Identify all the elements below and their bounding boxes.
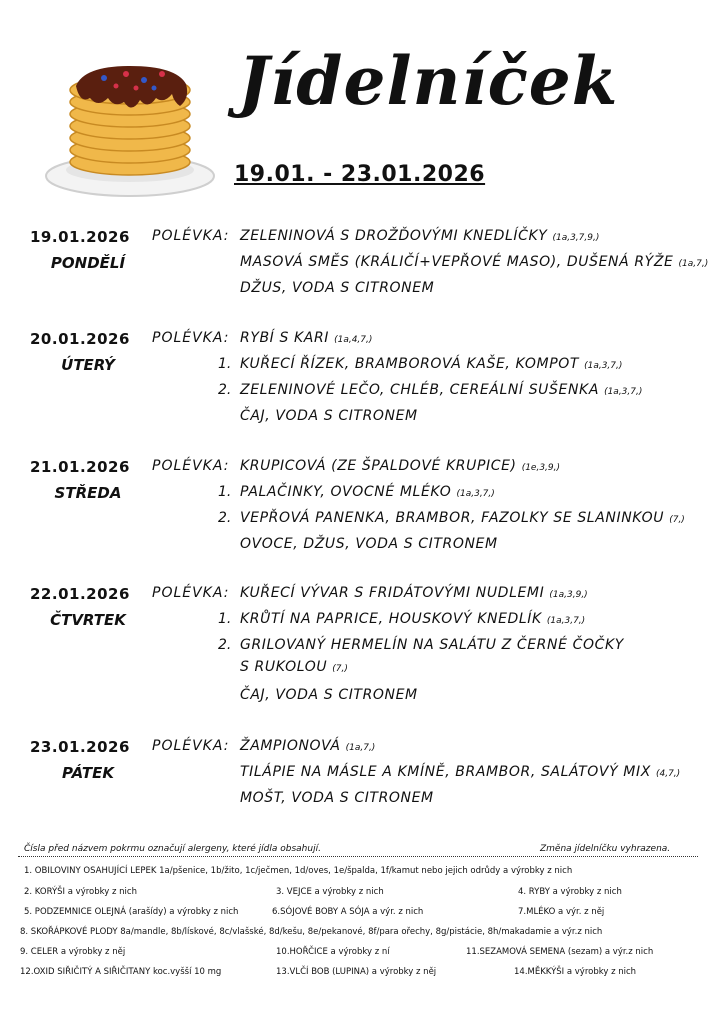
- menu-number: 1.: [218, 611, 232, 627]
- soup-line: RYBÍ S KARI (1a,4,7,): [240, 330, 373, 346]
- menu-line: OVOCE, DŽUS, VODA S CITRONEM: [240, 536, 498, 552]
- allergen-item: 11.SEZAMOVÁ SEMENA (sezam) a výr.z nich: [466, 947, 654, 957]
- menu-line: DŽUS, VODA S CITRONEM: [240, 280, 435, 296]
- menu-line: KUŘECÍ ŘÍZEK, BRAMBOROVÁ KAŠE, KOMPOT (1a,3,7,): [240, 356, 623, 372]
- menu-line: TILÁPIE NA MÁSLE A KMÍNĚ, BRAMBOR, SALÁTOVÝ MIX (4,7,): [240, 764, 681, 780]
- soup-line: ŽAMPIONOVÁ (1a,7,): [240, 738, 376, 754]
- soup-label: POLÉVKA:: [152, 738, 230, 754]
- menu-number: 2.: [218, 637, 232, 653]
- soup-label: POLÉVKA:: [152, 458, 230, 474]
- soup-label: POLÉVKA:: [152, 585, 230, 601]
- soup-label: POLÉVKA:: [152, 228, 230, 244]
- day-name: PÁTEK: [62, 764, 114, 782]
- allergen-item: 5. PODZEMNICE OLEJNÁ (arašídy) a výrobky z nich: [24, 907, 239, 917]
- soup-line: KRUPICOVÁ (ZE ŠPALDOVÉ KRUPICE) (1e,3,9,): [240, 458, 561, 474]
- menu-line: ZELENINOVÉ LEČO, CHLÉB, CEREÁLNÍ SUŠENKA (1a,3,7,): [240, 382, 643, 398]
- soup-label: POLÉVKA:: [152, 330, 230, 346]
- menu-line: GRILOVANÝ HERMELÍN NA SALÁTU Z ČERNÉ ČOČKY: [240, 637, 624, 653]
- allergen-note: Čísla před názvem pokrmu označují alergeny, které jídla obsahují.: [24, 844, 321, 854]
- allergen-item: 14.MĚKKÝŠI a výrobky z nich: [514, 967, 637, 977]
- allergen-item: 7.MLÉKO a výr. z něj: [518, 907, 605, 917]
- menu-line: MASOVÁ SMĚS (KRÁLIČÍ+VEPŘOVÉ MASO), DUŠENÁ RÝŽE (1a,7,): [240, 254, 709, 270]
- menu-number: 1.: [218, 484, 232, 500]
- allergen-item: 6.SÓJOVÉ BOBY A SÓJA a výr. z nich: [272, 907, 424, 917]
- menu-line: S RUKOLOU (7,): [240, 659, 348, 675]
- allergen-item: 3. VEJCE a výrobky z nich: [276, 887, 384, 897]
- day-name: ÚTERÝ: [61, 356, 115, 374]
- day-date: 23.01.2026: [30, 738, 130, 756]
- day-name: PONDĚLÍ: [50, 254, 126, 272]
- day-date: 21.01.2026: [30, 458, 130, 476]
- allergen-item: 13.VLČÍ BOB (LUPINA) a výrobky z něj: [276, 967, 437, 977]
- menu-number: 2.: [218, 382, 232, 398]
- menu-line: ČAJ, VODA S CITRONEM: [240, 408, 418, 424]
- menu-line: ČAJ, VODA S CITRONEM: [240, 687, 418, 703]
- allergen-item: 9. CELER a výrobky z něj: [20, 947, 126, 957]
- pancake-stack-logo: [44, 58, 216, 198]
- allergen-item: 12.OXID SIŘIČITÝ A SIŘIČITANY koc.vyšší 10 mg: [20, 967, 222, 977]
- allergen-item: 8. SKOŘÁPKOVÉ PLODY 8a/mandle, 8b/lískové, 8c/vlašské, 8d/kešu, 8e/pekanové, 8f/para ořechy, 8g/pistácie, 8h/makadamie a výr.z nich: [20, 927, 603, 937]
- allergen-item: 4. RYBY a výrobky z nich: [518, 887, 622, 897]
- allergen-item: 10.HOŘČICE a výrobky z ní: [276, 947, 390, 957]
- soup-line: ZELENINOVÁ S DROŽĎOVÝMI KNEDLÍČKY (1a,3,7,9,): [240, 228, 600, 244]
- change-note: Změna jídelníčku vyhrazena.: [540, 844, 671, 854]
- menu-line: PALAČINKY, OVOCNÉ MLÉKO (1a,3,7,): [240, 484, 495, 500]
- allergen-item: 2. KORÝŠI a výrobky z nich: [24, 887, 137, 897]
- menu-line: KRŮTÍ NA PAPRICE, HOUSKOVÝ KNEDLÍK (1a,3,7,): [240, 611, 586, 627]
- soup-line: KUŘECÍ VÝVAR S FRIDÁTOVÝMI NUDLEMI (1a,3,9,): [240, 585, 588, 601]
- menu-line: VEPŘOVÁ PANENKA, BRAMBOR, FAZOLKY SE SLANINKOU (7,): [240, 510, 685, 526]
- day-date: 22.01.2026: [30, 585, 130, 603]
- menu-number: 1.: [218, 356, 232, 372]
- menu-number: 2.: [218, 510, 232, 526]
- day-date: 20.01.2026: [30, 330, 130, 348]
- menu-line: MOŠT, VODA S CITRONEM: [240, 790, 434, 806]
- divider: [18, 856, 698, 857]
- day-name: STŘEDA: [54, 484, 122, 502]
- day-date: 19.01.2026: [30, 228, 130, 246]
- day-name: ČTVRTEK: [50, 611, 126, 629]
- allergen-item: 1. OBILOVINY OSAHUJÍCÍ LEPEK 1a/pšenice, 1b/žito, 1c/ječmen, 1d/oves, 1e/špalda, 1f/kamut nebo jejich odrůdy a výrobky z nich: [24, 866, 573, 876]
- date-range: 19.01. - 23.01.2026: [234, 162, 486, 187]
- page-title: Jídelníček: [238, 42, 619, 120]
